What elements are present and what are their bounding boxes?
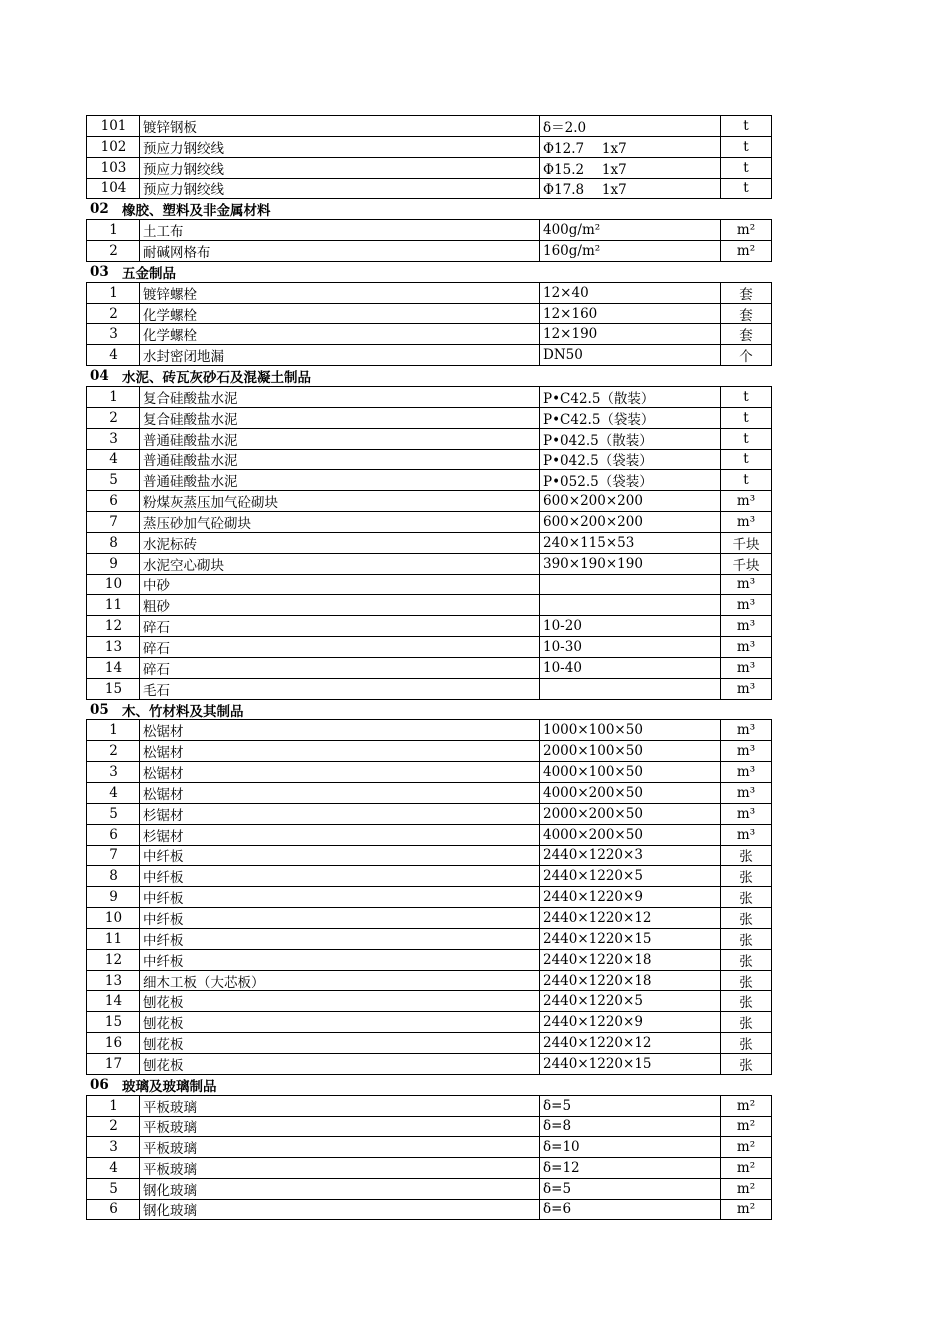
item-name: 中纤板 — [139, 887, 539, 907]
item-number: 2 — [86, 241, 140, 261]
table-row — [86, 323, 772, 344]
item-number: 1 — [86, 220, 140, 240]
item-spec: 2440×1220×18 — [539, 971, 720, 991]
item-spec: Φ17.8 1x7 — [539, 179, 720, 199]
item-name: 平板玻璃 — [139, 1096, 539, 1116]
item-unit: m³ — [720, 575, 772, 595]
item-name: 粗砂 — [139, 595, 539, 615]
item-spec: 2440×1220×18 — [539, 950, 720, 970]
item-name: 碎石 — [139, 637, 539, 657]
item-name: 碎石 — [139, 616, 539, 636]
section-title: 橡胶、塑料及非金属材料 — [122, 203, 271, 220]
item-unit: 张 — [720, 1054, 772, 1074]
item-unit: m² — [720, 1200, 772, 1219]
table-row — [86, 928, 772, 949]
item-unit: t — [720, 387, 772, 407]
item-unit: 张 — [720, 908, 772, 928]
item-name: 水泥标砖 — [139, 533, 539, 553]
item-number: 1 — [86, 283, 140, 303]
item-name: 耐碱网格布 — [139, 241, 539, 261]
item-unit: m³ — [720, 491, 772, 511]
table-row — [86, 740, 772, 761]
item-name: 毛石 — [139, 679, 539, 699]
item-name: 刨花板 — [139, 1012, 539, 1032]
table-row — [86, 428, 772, 449]
item-name: 钢化玻璃 — [139, 1179, 539, 1199]
table-row — [86, 803, 772, 824]
item-unit: t — [720, 158, 772, 178]
item-name: 镀锌钢板 — [139, 116, 539, 136]
table-row — [86, 636, 772, 657]
item-spec: 4000×200×50 — [539, 783, 720, 803]
item-unit: m³ — [720, 595, 772, 615]
item-number: 9 — [86, 554, 140, 574]
item-number: 2 — [86, 408, 140, 428]
section-title: 木、竹材料及其制品 — [122, 703, 244, 720]
item-spec: 2440×1220×12 — [539, 908, 720, 928]
item-name: 水泥空心砌块 — [139, 554, 539, 574]
item-number: 15 — [86, 679, 140, 699]
table-row — [86, 344, 772, 365]
item-spec: 4000×100×50 — [539, 762, 720, 782]
table-row — [86, 719, 772, 740]
materials-table — [86, 115, 772, 1220]
item-unit: m² — [720, 1096, 772, 1116]
item-name: 普通硅酸盐水泥 — [139, 470, 539, 490]
item-spec: 12×160 — [539, 304, 720, 324]
table-row — [86, 532, 772, 553]
item-name: 钢化玻璃 — [139, 1200, 539, 1219]
item-unit: 张 — [720, 1033, 772, 1053]
item-name: 普通硅酸盐水泥 — [139, 450, 539, 470]
item-number: 6 — [86, 1200, 140, 1219]
item-number: 9 — [86, 887, 140, 907]
item-number: 7 — [86, 846, 140, 866]
item-spec: P•052.5（袋装） — [539, 470, 720, 490]
item-name: 中纤板 — [139, 846, 539, 866]
item-number: 16 — [86, 1033, 140, 1053]
item-name: 预应力钢绞线 — [139, 179, 539, 199]
item-name: 普通硅酸盐水泥 — [139, 429, 539, 449]
table-row — [86, 594, 772, 615]
item-spec: Φ15.2 1x7 — [539, 158, 720, 178]
item-spec: 10-40 — [539, 658, 720, 678]
item-spec: δ=5 — [539, 1179, 720, 1199]
section-header — [86, 261, 772, 282]
table-row — [86, 282, 772, 303]
item-unit: m³ — [720, 512, 772, 532]
item-spec: δ=12 — [539, 1158, 720, 1178]
item-spec: 2440×1220×15 — [539, 1054, 720, 1074]
item-number: 6 — [86, 491, 140, 511]
table-row — [86, 678, 772, 699]
item-spec: 1000×100×50 — [539, 720, 720, 740]
item-spec: 2440×1220×12 — [539, 1033, 720, 1053]
table-row — [86, 303, 772, 324]
table-row — [86, 886, 772, 907]
item-spec: δ=10 — [539, 1137, 720, 1157]
item-number: 13 — [86, 637, 140, 657]
item-number: 4 — [86, 1158, 140, 1178]
item-unit: m³ — [720, 616, 772, 636]
item-name: 松锯材 — [139, 762, 539, 782]
item-number: 2 — [86, 1117, 140, 1137]
item-number: 14 — [86, 991, 140, 1011]
item-name: 预应力钢绞线 — [139, 158, 539, 178]
table-row — [86, 386, 772, 407]
table-row — [86, 115, 772, 136]
item-spec: P•042.5（袋装） — [539, 450, 720, 470]
item-spec: 2000×200×50 — [539, 804, 720, 824]
item-spec: P•042.5（散装） — [539, 429, 720, 449]
table-row — [86, 949, 772, 970]
item-name: 水封密闭地漏 — [139, 345, 539, 365]
item-name: 预应力钢绞线 — [139, 137, 539, 157]
item-spec: 240×115×53 — [539, 533, 720, 553]
item-spec: 12×40 — [539, 283, 720, 303]
table-row — [86, 1095, 772, 1116]
item-spec: δ＝2.0 — [539, 116, 720, 136]
item-number: 11 — [86, 595, 140, 615]
item-name: 镀锌螺栓 — [139, 283, 539, 303]
item-number: 7 — [86, 512, 140, 532]
table-row — [86, 1178, 772, 1199]
table-row — [86, 449, 772, 470]
item-unit: 张 — [720, 991, 772, 1011]
item-spec — [539, 595, 720, 615]
table-row — [86, 178, 772, 199]
item-name: 松锯材 — [139, 741, 539, 761]
item-name: 中纤板 — [139, 929, 539, 949]
table-row — [86, 970, 772, 991]
item-spec: 12×190 — [539, 324, 720, 344]
item-unit: 套 — [720, 304, 772, 324]
item-number: 102 — [86, 137, 140, 157]
item-spec: 2000×100×50 — [539, 741, 720, 761]
item-spec: 2440×1220×15 — [539, 929, 720, 949]
item-unit: m³ — [720, 804, 772, 824]
item-unit: t — [720, 179, 772, 199]
table-row — [86, 657, 772, 678]
item-unit: t — [720, 450, 772, 470]
item-unit: 张 — [720, 929, 772, 949]
table-row — [86, 136, 772, 157]
item-unit: m³ — [720, 741, 772, 761]
item-number: 10 — [86, 908, 140, 928]
section-code: 04 — [90, 368, 109, 385]
section-code: 03 — [90, 263, 109, 280]
item-spec: 4000×200×50 — [539, 825, 720, 845]
item-spec: 160g/m² — [539, 241, 720, 261]
item-spec: 400g/m² — [539, 220, 720, 240]
item-unit: 套 — [720, 324, 772, 344]
table-row — [86, 615, 772, 636]
item-number: 1 — [86, 1096, 140, 1116]
item-number: 3 — [86, 762, 140, 782]
table-row — [86, 1011, 772, 1032]
table-row — [86, 1116, 772, 1137]
item-unit: 张 — [720, 1012, 772, 1032]
item-name: 平板玻璃 — [139, 1158, 539, 1178]
item-name: 中纤板 — [139, 908, 539, 928]
item-spec: 2440×1220×9 — [539, 887, 720, 907]
table-row — [86, 240, 772, 261]
item-unit: 张 — [720, 971, 772, 991]
item-number: 4 — [86, 783, 140, 803]
item-name: 碎石 — [139, 658, 539, 678]
item-spec: δ=5 — [539, 1096, 720, 1116]
table-row — [86, 469, 772, 490]
section-header — [86, 365, 772, 386]
item-spec: 390×190×190 — [539, 554, 720, 574]
item-unit: 张 — [720, 846, 772, 866]
section-header — [86, 198, 772, 219]
table-row — [86, 574, 772, 595]
item-number: 4 — [86, 345, 140, 365]
item-name: 平板玻璃 — [139, 1117, 539, 1137]
table-row — [86, 511, 772, 532]
item-unit: 张 — [720, 866, 772, 886]
item-spec: Φ12.7 1x7 — [539, 137, 720, 157]
item-unit: m³ — [720, 783, 772, 803]
table-row — [86, 407, 772, 428]
item-name: 细木工板（大芯板） — [139, 971, 539, 991]
table-row — [86, 1157, 772, 1178]
table-row — [86, 761, 772, 782]
item-unit: 张 — [720, 887, 772, 907]
item-spec: P•C42.5（袋装） — [539, 408, 720, 428]
item-spec: 2440×1220×9 — [539, 1012, 720, 1032]
item-spec — [539, 575, 720, 595]
table-row — [86, 553, 772, 574]
item-unit: m³ — [720, 825, 772, 845]
item-name: 化学螺栓 — [139, 324, 539, 344]
item-name: 刨花板 — [139, 1033, 539, 1053]
item-name: 刨花板 — [139, 1054, 539, 1074]
item-unit: m² — [720, 1117, 772, 1137]
item-name: 化学螺栓 — [139, 304, 539, 324]
item-unit: m² — [720, 241, 772, 261]
item-unit: t — [720, 137, 772, 157]
item-number: 15 — [86, 1012, 140, 1032]
table-row — [86, 1032, 772, 1053]
section-title: 五金制品 — [122, 265, 176, 282]
item-name: 杉锯材 — [139, 804, 539, 824]
item-name: 土工布 — [139, 220, 539, 240]
item-unit: m³ — [720, 637, 772, 657]
section-code: 06 — [90, 1076, 109, 1093]
item-name: 松锯材 — [139, 783, 539, 803]
item-number: 11 — [86, 929, 140, 949]
item-name: 粉煤灰蒸压加气砼砌块 — [139, 491, 539, 511]
table-row — [86, 1136, 772, 1157]
item-unit: m³ — [720, 679, 772, 699]
item-name: 复合硅酸盐水泥 — [139, 387, 539, 407]
item-number: 6 — [86, 825, 140, 845]
section-code: 02 — [90, 201, 109, 218]
item-unit: m² — [720, 220, 772, 240]
table-row — [86, 1199, 772, 1220]
item-name: 蒸压砂加气砼砌块 — [139, 512, 539, 532]
table-row — [86, 845, 772, 866]
section-header — [86, 699, 772, 720]
item-number: 17 — [86, 1054, 140, 1074]
item-spec: 10-20 — [539, 616, 720, 636]
table-row — [86, 157, 772, 178]
table-row — [86, 990, 772, 1011]
item-unit: m² — [720, 1137, 772, 1157]
item-spec: 2440×1220×3 — [539, 846, 720, 866]
item-unit: t — [720, 116, 772, 136]
item-number: 1 — [86, 387, 140, 407]
item-number: 14 — [86, 658, 140, 678]
item-name: 中纤板 — [139, 866, 539, 886]
item-spec: P•C42.5（散装） — [539, 387, 720, 407]
item-unit: 千块 — [720, 554, 772, 574]
table-row — [86, 865, 772, 886]
item-name: 杉锯材 — [139, 825, 539, 845]
item-unit: t — [720, 408, 772, 428]
table-row — [86, 219, 772, 240]
item-number: 1 — [86, 720, 140, 740]
item-number: 3 — [86, 1137, 140, 1157]
item-number: 2 — [86, 741, 140, 761]
item-name: 中纤板 — [139, 950, 539, 970]
item-spec: 2440×1220×5 — [539, 866, 720, 886]
section-header — [86, 1074, 772, 1095]
item-name: 松锯材 — [139, 720, 539, 740]
item-spec: DN50 — [539, 345, 720, 365]
item-number: 101 — [86, 116, 140, 136]
table-row — [86, 907, 772, 928]
item-number: 12 — [86, 616, 140, 636]
item-unit: 个 — [720, 345, 772, 365]
item-number: 8 — [86, 866, 140, 886]
item-name: 平板玻璃 — [139, 1137, 539, 1157]
table-row — [86, 782, 772, 803]
item-number: 5 — [86, 470, 140, 490]
item-name: 刨花板 — [139, 991, 539, 1011]
item-spec: 600×200×200 — [539, 491, 720, 511]
item-spec: 600×200×200 — [539, 512, 720, 532]
item-number: 13 — [86, 971, 140, 991]
item-number: 4 — [86, 450, 140, 470]
item-number: 104 — [86, 179, 140, 199]
table-row — [86, 1053, 772, 1074]
item-number: 3 — [86, 429, 140, 449]
item-spec: δ=6 — [539, 1200, 720, 1219]
section-code: 05 — [90, 701, 109, 718]
item-number: 5 — [86, 804, 140, 824]
item-unit: t — [720, 429, 772, 449]
item-number: 2 — [86, 304, 140, 324]
item-unit: m² — [720, 1158, 772, 1178]
item-name: 复合硅酸盐水泥 — [139, 408, 539, 428]
table-row — [86, 490, 772, 511]
item-name: 中砂 — [139, 575, 539, 595]
item-spec: δ=8 — [539, 1117, 720, 1137]
item-spec: 2440×1220×5 — [539, 991, 720, 1011]
item-unit: m³ — [720, 720, 772, 740]
item-number: 10 — [86, 575, 140, 595]
item-unit: m² — [720, 1179, 772, 1199]
item-unit: m³ — [720, 658, 772, 678]
item-unit: 套 — [720, 283, 772, 303]
item-number: 8 — [86, 533, 140, 553]
item-unit: 千块 — [720, 533, 772, 553]
item-number: 103 — [86, 158, 140, 178]
item-number: 3 — [86, 324, 140, 344]
item-spec: 10-30 — [539, 637, 720, 657]
item-spec — [539, 679, 720, 699]
item-unit: t — [720, 470, 772, 490]
item-unit: m³ — [720, 762, 772, 782]
item-unit: 张 — [720, 950, 772, 970]
section-title: 玻璃及玻璃制品 — [122, 1078, 217, 1095]
item-number: 12 — [86, 950, 140, 970]
item-number: 5 — [86, 1179, 140, 1199]
section-title: 水泥、砖瓦灰砂石及混凝土制品 — [122, 370, 311, 387]
table-row — [86, 824, 772, 845]
